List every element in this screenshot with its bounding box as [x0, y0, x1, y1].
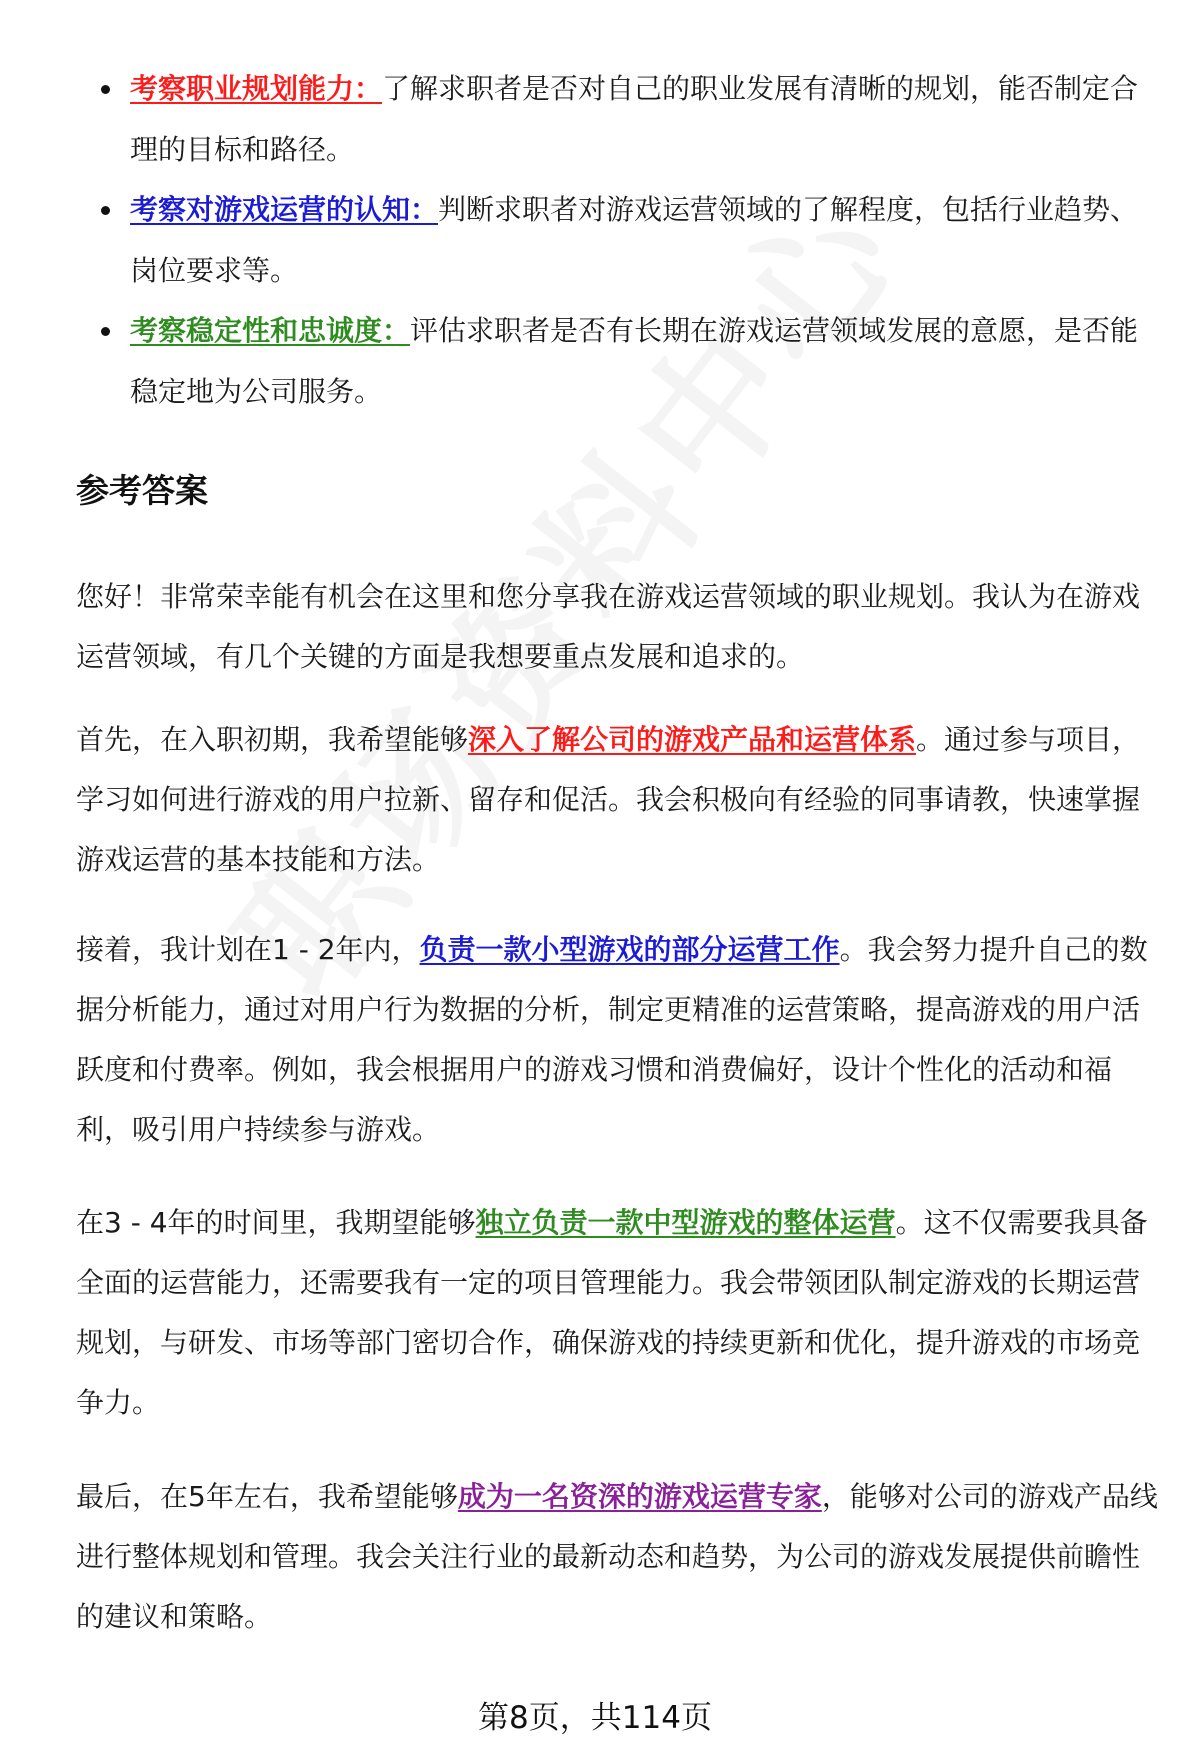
criteria-text: 评估求职者是否有长期在游戏运营领域发展的意愿，是否能稳定地为公司服务。 [130, 314, 1139, 408]
criteria-lead: 考察职业规划能力： [130, 72, 383, 105]
paragraph-text: 最后，在5年左右，我希望能够 [76, 1480, 458, 1513]
bullet-dot-icon [101, 85, 110, 94]
paragraph-text: 。我会努力提升自己的数据分析能力，通过对用户行为数据的分析，制定更精准的运营策略，提高游戏的用户活跃度和付费率。例如，我会根据用户的游戏习惯和消费偏好，设计个性化的活动和福利，吸引用户持续参与游戏。 [76, 933, 1148, 1146]
criteria-lead: 考察对游戏运营的认知： [130, 193, 439, 226]
paragraph-text: 。这不仅需要我具备全面的运营能力，还需要我有一定的项目管理能力。我会带领团队制定游戏的长期运营规划，与研发、市场等部门密切合作，确保游戏的持续更新和优化，提升游戏的市场竞争力。 [76, 1206, 1148, 1419]
list-item [0, 58, 1160, 180]
paragraph-text: 在3 - 4年的时间里，我期望能够 [76, 1206, 476, 1239]
answer-paragraph-first [76, 710, 1166, 890]
answer-paragraph-fourth [76, 1467, 1166, 1647]
paragraph-text: ，能够对公司的游戏产品线进行整体规划和管理。我会关注行业的最新动态和趋势，为公司的游戏发展提供前瞻性的建议和策略。 [76, 1480, 1158, 1633]
highlight-text: 独立负责一款中型游戏的整体运营 [475, 1206, 896, 1239]
answer-paragraph-intro [76, 567, 1166, 687]
paragraph-text: 首先，在入职初期，我希望能够 [76, 723, 469, 756]
bullet-dot-icon [101, 327, 110, 336]
criteria-text: 了解求职者是否对自己的职业发展有清晰的规划，能否制定合理的目标和路径。 [130, 72, 1139, 166]
bullet-dot-icon [101, 206, 110, 215]
paragraph-text: 。通过参与项目，学习如何进行游戏的用户拉新、留存和促活。我会积极向有经验的同事请教，快速掌握游戏运营的基本技能和方法。 [76, 723, 1141, 876]
highlight-text: 成为一名资深的游戏运营专家 [457, 1480, 822, 1513]
paragraph-text: 您好！非常荣幸能有机会在这里和您分享我在游戏运营领域的职业规划。我认为在游戏运营领域，有几个关键的方面是我想要重点发展和追求的。 [76, 580, 1141, 673]
highlight-text: 负责一款小型游戏的部分运营工作 [419, 933, 840, 966]
list-item [0, 179, 1160, 301]
criteria-list [0, 58, 1190, 421]
answer-paragraph-second [76, 920, 1166, 1160]
criteria-lead: 考察稳定性和忠诚度： [130, 314, 411, 347]
page-number: 第8页，共114页 [478, 1700, 712, 1736]
criteria-text: 判断求职者对游戏运营领域的了解程度，包括行业趋势、岗位要求等。 [130, 193, 1139, 287]
list-item [0, 300, 1160, 422]
section-title: 参考答案 [76, 471, 208, 510]
paragraph-text: 接着，我计划在1 - 2年内， [76, 933, 420, 966]
answer-paragraph-third [76, 1193, 1166, 1433]
highlight-text: 深入了解公司的游戏产品和运营体系 [468, 723, 917, 756]
